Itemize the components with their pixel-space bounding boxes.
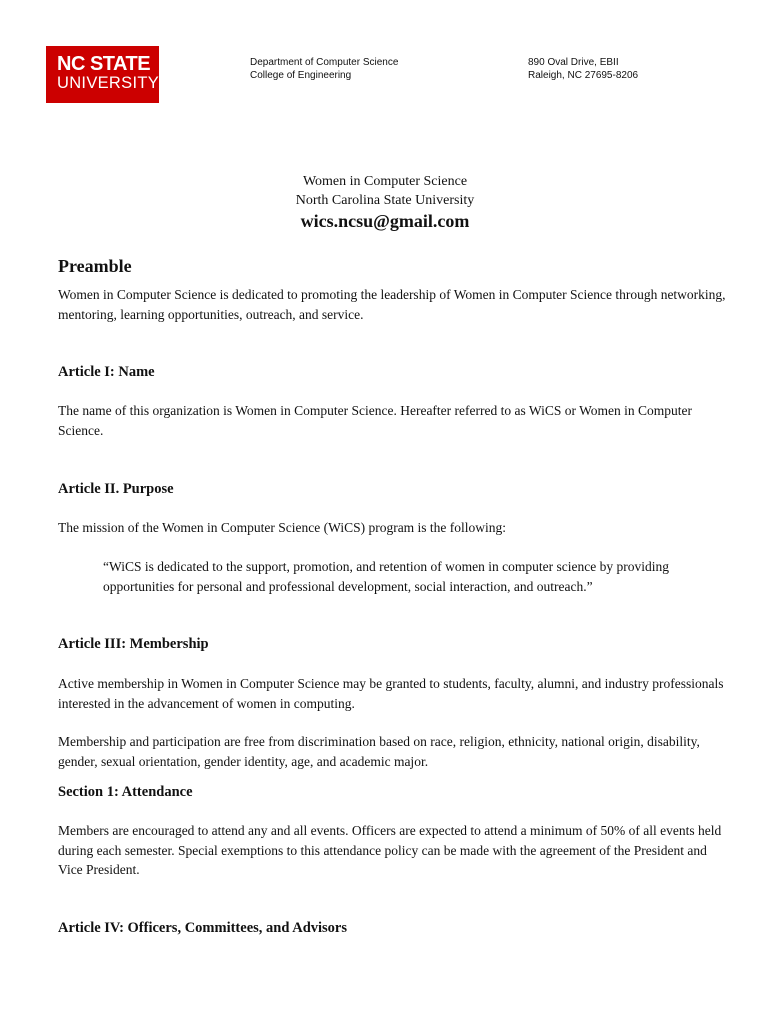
- address-header: [528, 56, 638, 82]
- article-3-text-2: Membership and participation are free from discrimination based on race, religion, ethnicity, national origin, disability, gender, sexual orientation, gender identity, age, and academic major.: [58, 734, 700, 769]
- address-line-2: Raleigh, NC 27695-8206: [528, 70, 639, 81]
- ncstate-logo: [46, 46, 159, 103]
- university-name: North Carolina State University: [295, 193, 475, 208]
- department-name: Department of Computer Science: [250, 57, 399, 68]
- org-name: Women in Computer Science: [302, 174, 468, 189]
- preamble-heading: Preamble: [58, 256, 132, 276]
- section-1-text: Members are encouraged to attend any and all events. Officers are expected to attend a minimum of 50% of all events held during each semester. Special exemptions to this attendance policy can be made with the agreement of the President and Vice President.: [58, 823, 722, 877]
- logo-line-1: NC STATE: [57, 53, 151, 75]
- college-name: College of Engineering: [250, 70, 352, 81]
- article-2-text: The mission of the Women in Computer Science (WiCS) program is the following:: [58, 520, 507, 535]
- article-1-text: The name of this organization is Women in Computer Science. Hereafter referred to as WiCS or Women in Computer Science.: [58, 403, 692, 438]
- article-4-heading: Article IV: Officers, Committees, and Advisors: [58, 920, 348, 936]
- article-3-heading: Article III: Membership: [58, 636, 209, 652]
- article-3-text-1: Active membership in Women in Computer Science may be granted to students, faculty, alumni, and industry professionals interested in the advancement of women in computing.: [58, 676, 724, 711]
- mission-quote: “WiCS is dedicated to the support, promotion, and retention of women in computer science by providing opportunities for personal and professional development, social interaction, and outreach.”: [103, 559, 669, 594]
- article-1-heading: Article I: Name: [58, 364, 155, 380]
- logo-line-2: UNIVERSITY: [57, 74, 160, 92]
- preamble-text: Women in Computer Science is dedicated to promoting the leadership of Women in Computer Science through networking, mentoring, learning opportunities, outreach, and service.: [58, 287, 726, 322]
- section-1-heading: Section 1: Attendance: [58, 784, 193, 800]
- department-header: [250, 56, 398, 82]
- address-line-1: 890 Oval Drive, EBII: [528, 57, 619, 68]
- contact-email: wics.ncsu@gmail.com: [300, 211, 470, 231]
- article-2-heading: Article II. Purpose: [58, 481, 174, 497]
